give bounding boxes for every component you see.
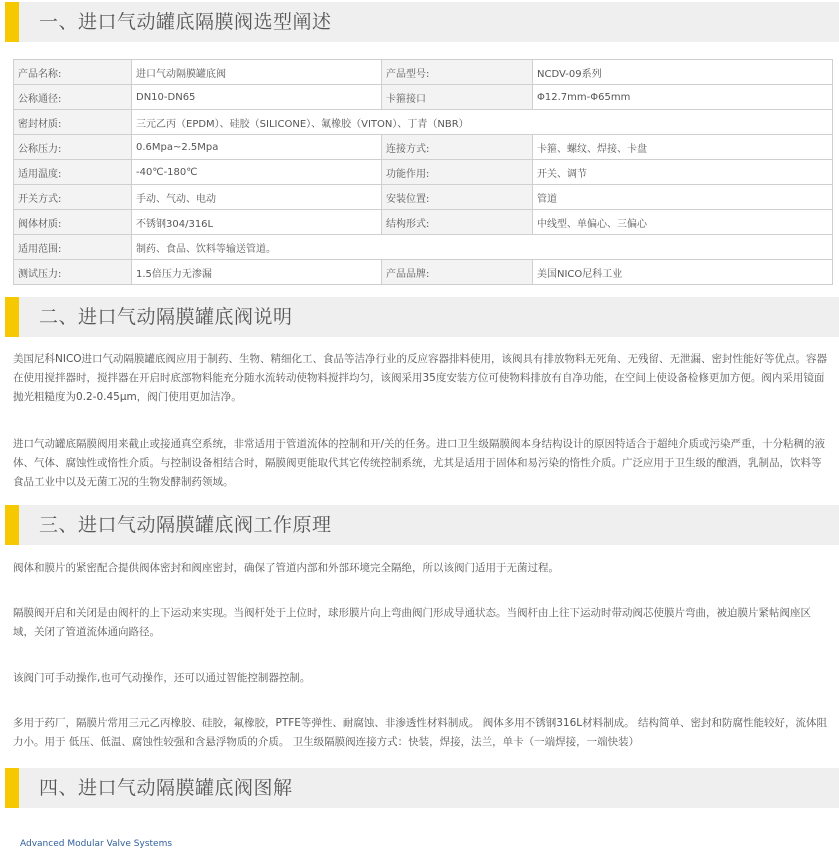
- spec-label: 公称压力:: [14, 135, 132, 160]
- spec-value: NCDV-09系列: [533, 60, 833, 85]
- principle-paragraph: 该阀门可手动操作,也可气动操作，还可以通过智能控制器控制。: [13, 672, 311, 684]
- spec-label: 适用范围:: [14, 235, 132, 260]
- section-title: 三、进口气动隔膜罐底阀工作原理: [39, 514, 332, 536]
- table-row: [14, 185, 833, 210]
- spec-table: [13, 59, 833, 285]
- section-title: 四、进口气动隔膜罐底阀图解: [39, 777, 293, 799]
- section-header-diagram: [5, 768, 839, 808]
- spec-label: 测试压力:: [14, 260, 132, 285]
- spec-value: 1.5倍压力无渗漏: [132, 260, 382, 285]
- spec-value: 0.6Mpa~2.5Mpa: [132, 135, 382, 160]
- spec-label: 适用温度:: [14, 160, 132, 185]
- principle-paragraph: 隔膜阀开启和关闭是由阀杆的上下运动来实现。当阀杆处于上位时，球形膜片向上弯曲阀门形成导通状态。当阀杆由上往下运动时带动阀芯使膜片弯曲，被迫膜片紧帖阀座区域，关闭了管道流体通向路径。: [13, 607, 811, 638]
- table-row: [14, 60, 833, 85]
- spec-value: 进口气动隔膜罐底阀: [132, 60, 382, 85]
- spec-label: 产品型号:: [382, 60, 533, 85]
- spec-label: 连接方式:: [382, 135, 533, 160]
- spec-value: -40℃-180℃: [132, 160, 382, 185]
- spec-value: 中线型、单偏心、三偏心: [533, 210, 833, 235]
- section-marker: [5, 297, 19, 337]
- spec-label: 结构形式:: [382, 210, 533, 235]
- principle-paragraph: 阀体和膜片的紧密配合提供阀体密封和阀座密封，确保了管道内部和外部环境完全隔绝，所以该阀门适用于无菌过程。: [13, 562, 559, 574]
- section-title: 一、进口气动罐底隔膜阀选型阐述: [39, 11, 332, 33]
- table-row: [14, 160, 833, 185]
- section-header-selection: [5, 2, 839, 42]
- table-row: [14, 235, 833, 260]
- table-row: [14, 135, 833, 160]
- table-row: [14, 210, 833, 235]
- spec-label: 产品品牌:: [382, 260, 533, 285]
- table-row: [14, 260, 833, 285]
- section-title: 二、进口气动隔膜罐底阀说明: [39, 306, 293, 328]
- spec-value: 不锈钢304/316L: [132, 210, 382, 235]
- spec-label: 卡箍接口: [382, 85, 533, 110]
- section-marker: [5, 505, 19, 545]
- spec-label: 开关方式:: [14, 185, 132, 210]
- spec-value: 制药、食品、饮料等输送管道。: [132, 235, 833, 260]
- spec-value: 卡箍、螺纹、焊接、卡盘: [533, 135, 833, 160]
- spec-label: 密封材质:: [14, 110, 132, 135]
- spec-label: 公称通径:: [14, 85, 132, 110]
- spec-label: 功能作用:: [382, 160, 533, 185]
- spec-label: 阀体材质:: [14, 210, 132, 235]
- section-header-description: [5, 297, 839, 337]
- description-paragraph: 进口气动罐底隔膜阀用来截止或接通真空系统，非常适用于管道流体的控制和开/关的任务。进口卫生级隔膜阀本身结构设计的原因特适合于超纯介质或污染严重，十分粘稠的液体、气体、腐蚀性或惰性介质。与控制设备相结合时，隔膜阀更能取代其它传统控制系统，尤其是适用于固体和易污染的惰性介质。广泛应用于卫生级的酿酒，乳制品，饮料等食品工业中以及无菌工况的生物发酵制药领域。: [13, 438, 826, 488]
- diagram-caption: Advanced Modular Valve Systems: [20, 839, 173, 849]
- spec-label: 安装位置:: [382, 185, 533, 210]
- spec-value: DN10-DN65: [132, 85, 382, 110]
- section-marker: [5, 768, 19, 808]
- table-row: [14, 110, 833, 135]
- spec-value: 美国NICO尼科工业: [533, 260, 833, 285]
- table-row: [14, 85, 833, 110]
- spec-value: 管道: [533, 185, 833, 210]
- spec-value: Φ12.7mm-Φ65mm: [533, 85, 833, 110]
- section-header-principle: [5, 505, 839, 545]
- spec-value: 三元乙丙（EPDM）、硅胶（SILICONE）、氟橡胶（VITON）、丁青（NBR）: [132, 110, 833, 135]
- spec-value: 开关、调节: [533, 160, 833, 185]
- principle-paragraph: 多用于药厂，隔膜片常用三元乙丙橡胶、硅胶，氟橡胶，PTFE等弹性、耐腐蚀、非渗透性材料制成。 阀体多用不锈钢316L材料制成。 结构简单、密封和防腐性能较好，流体阻力小。用于 低压、低温、腐蚀性较强和含悬浮物质的介质。 卫生级隔膜阀连接方式：快装，焊接，法兰，单卡（一端焊接，一端快装）: [13, 717, 827, 748]
- section-marker: [5, 2, 19, 42]
- spec-value: 手动、气动、电动: [132, 185, 382, 210]
- description-paragraph: 美国尼科NICO进口气动隔膜罐底阀应用于制药、生物、精细化工、食品等洁净行业的反应容器排料使用，该阀具有排放物料无死角、无残留、无泄漏、密封性能好等优点。容器在使用搅拌器时，搅拌器在开启时底部物料能充分随水流转动使物料搅拌均匀，该阀采用35度安装方位可使物料排放有自净功能，在空间上使设备检修更加方便。阀内采用镜面抛光粗糙度为0.2-0.45μm，阀门使用更加洁净。: [13, 353, 828, 403]
- spec-label: 产品名称:: [14, 60, 132, 85]
